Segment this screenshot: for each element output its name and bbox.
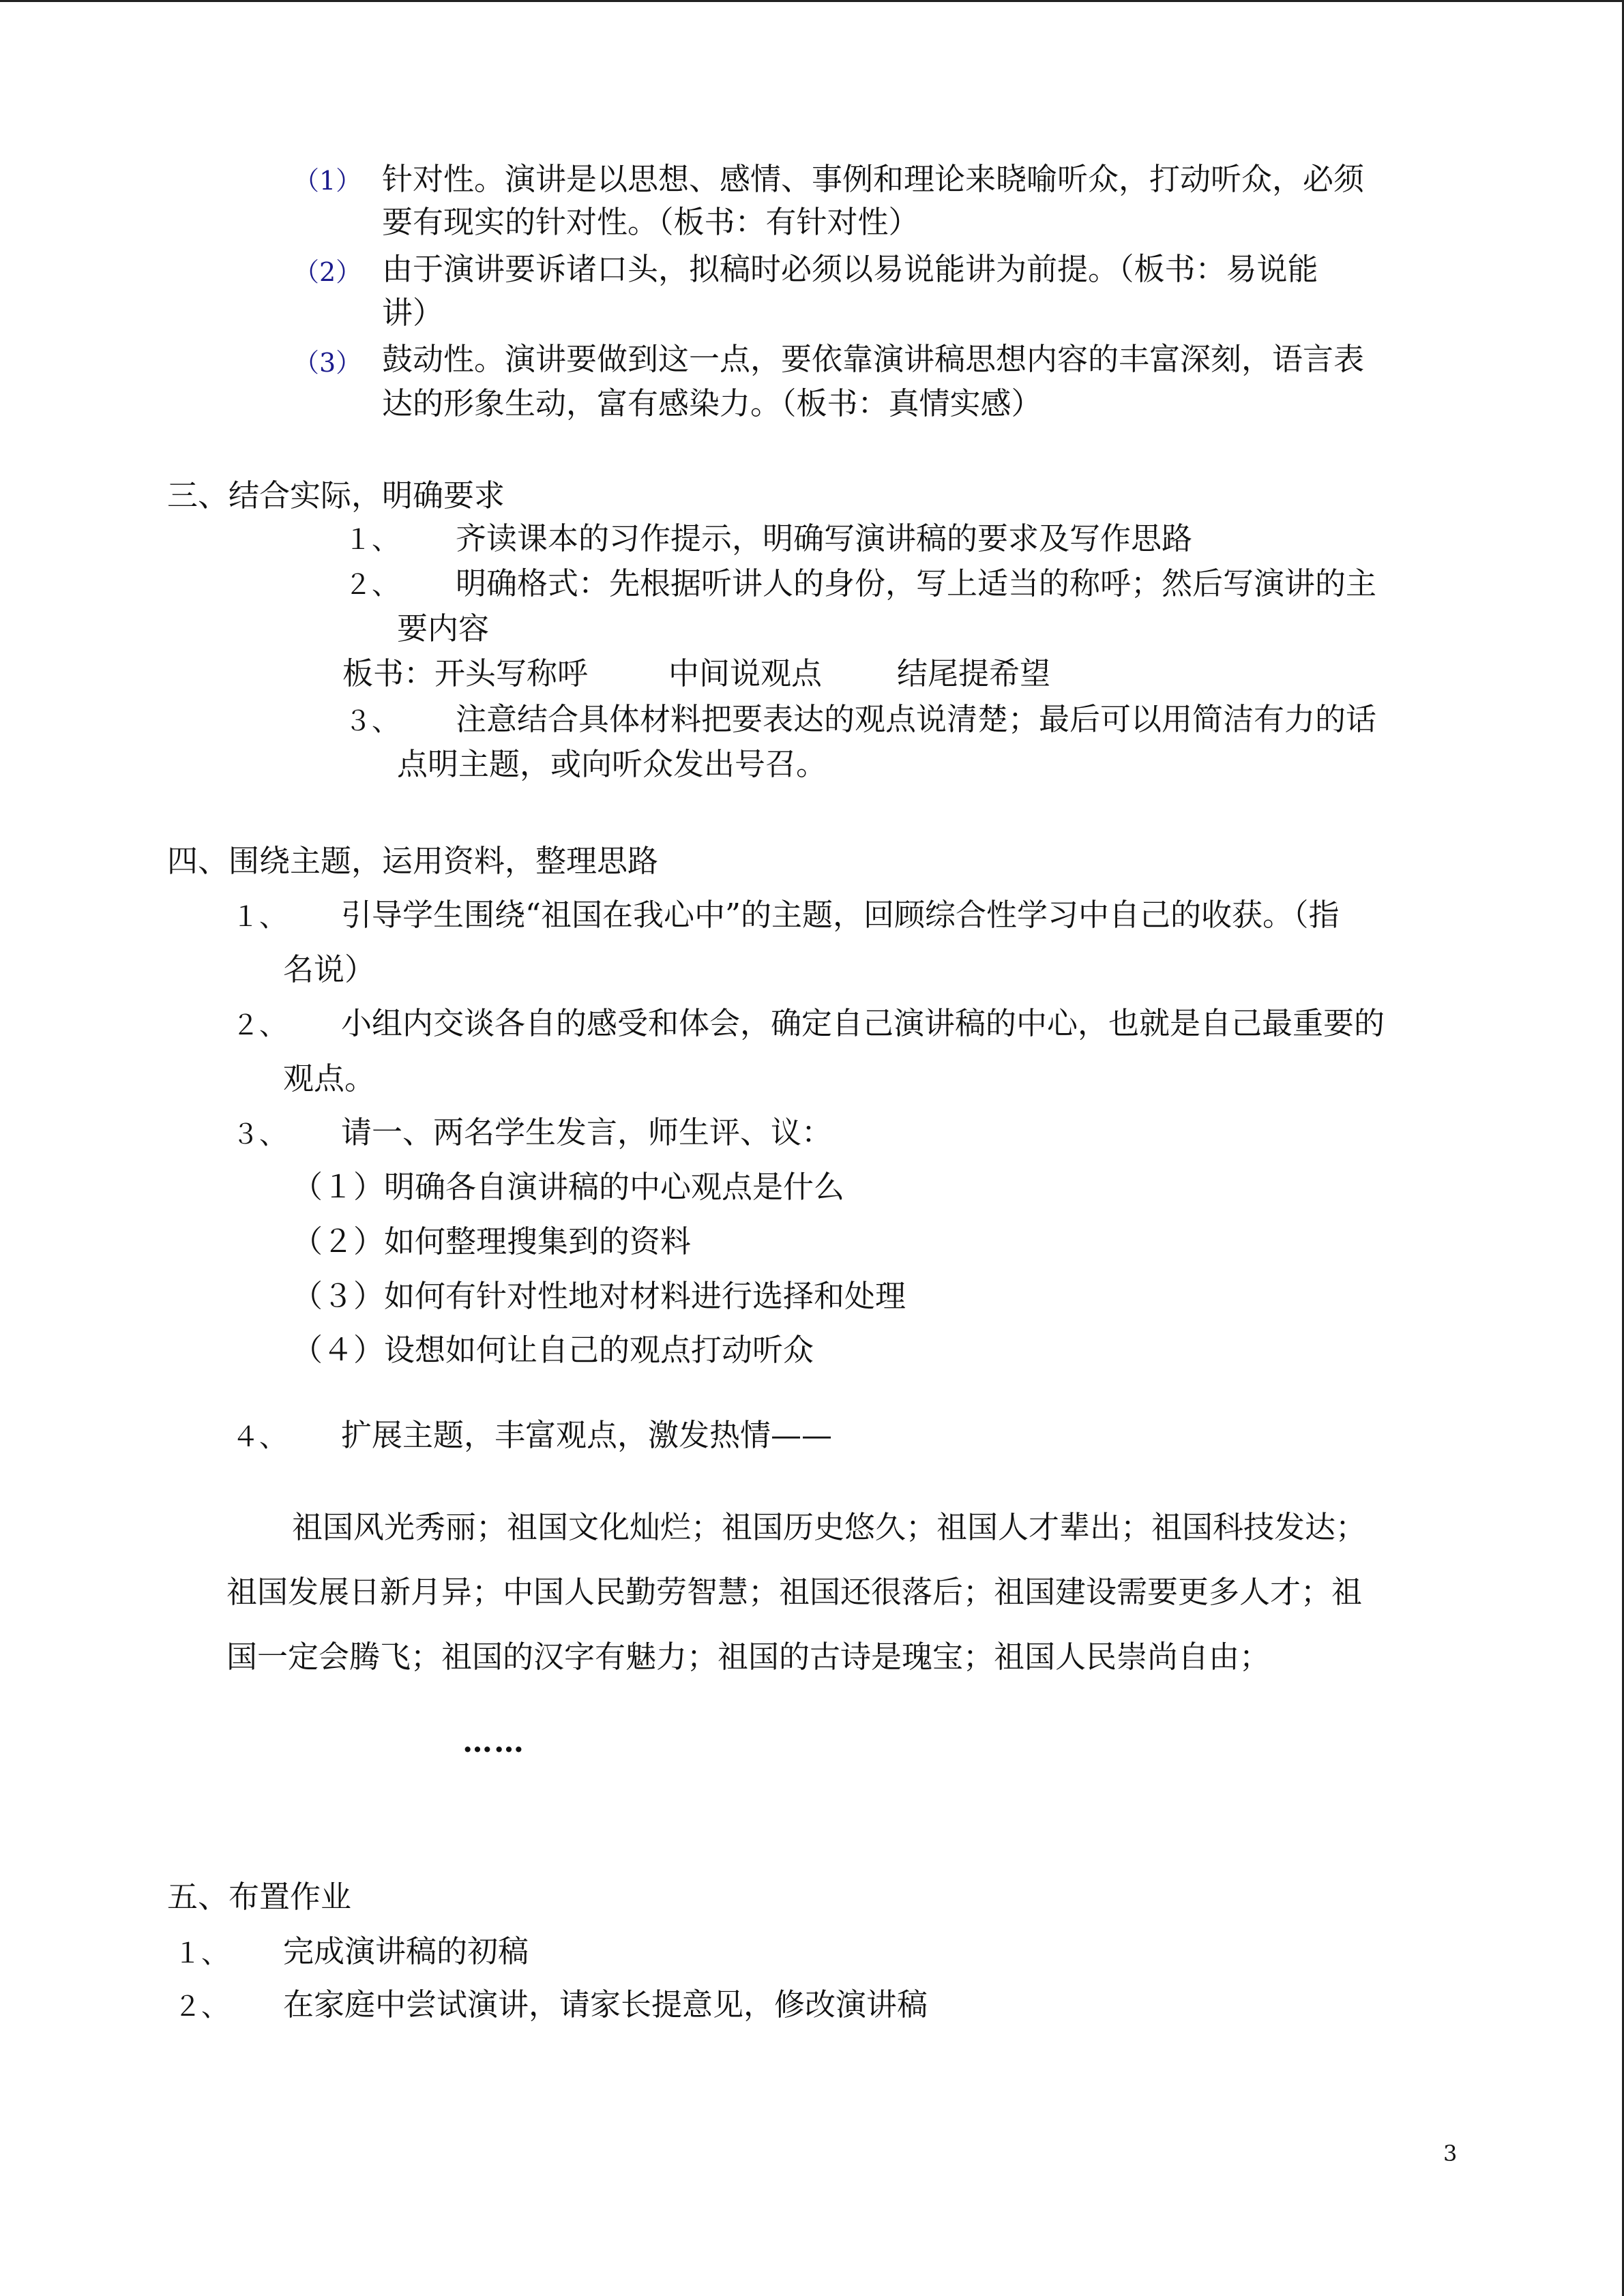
list-item-text-continued: 观点。 — [283, 1060, 376, 1097]
list-item-text: 在家庭中尝试演讲，请家长提意见，修改演讲稿 — [283, 1986, 928, 2023]
item-number: （1） — [293, 166, 362, 196]
sub-item: （４）设想如何让自己的观点打动听众 — [292, 1332, 814, 1368]
list-number: １、 — [174, 1938, 228, 1969]
item-text-continued: 讲） — [382, 295, 444, 331]
section-heading: 四、围绕主题，运用资料，整理思路 — [167, 843, 659, 879]
item-number: （2） — [293, 257, 362, 287]
section-heading: 五、布置作业 — [167, 1879, 352, 1915]
paragraph-line: 祖国风光秀丽；祖国文化灿烂；祖国历史悠久；祖国人才辈出；祖国科技发达； — [292, 1509, 1367, 1545]
list-item-text: 完成演讲稿的初稿 — [283, 1933, 529, 1969]
list-number: ３、 — [232, 1119, 286, 1150]
list-number: ２、 — [174, 1991, 228, 2023]
paragraph-line: 祖国发展日新月异；中国人民勤劳智慧；祖国还很落后；祖国建设需要更多人才；祖 — [226, 1574, 1363, 1610]
list-item-text-continued: 要内容 — [397, 610, 490, 646]
item-text: 针对性。演讲是以思想、感情、事例和理论来晓喻听众，打动听众，必须 — [382, 161, 1365, 197]
list-item-text: 引导学生围绕“祖国在我心中”的主题，回顾综合性学习中自己的收获。（指 — [341, 897, 1340, 933]
list-item-text-continued: 点明主题，或向听众发出号召。 — [397, 746, 827, 782]
item-text: 由于演讲要诉诸口头，拟稿时必须以易说能讲为前提。（板书：易说能 — [382, 251, 1318, 287]
board-note-start: 板书：开头写称呼 — [342, 655, 589, 691]
list-number: １、 — [344, 524, 399, 556]
sub-item: （２）如何整理搜集到的资料 — [292, 1223, 692, 1259]
list-item-text: 明确格式：先根据听讲人的身份，写上适当的称呼；然后写演讲的主 — [456, 565, 1377, 601]
list-item-text: 齐读课本的习作提示，明确写演讲稿的要求及写作思路 — [456, 520, 1193, 556]
item-text-continued: 要有现实的针对性。（板书：有针对性） — [382, 204, 919, 240]
page-number: 3 — [1443, 2141, 1458, 2166]
sub-item: （１）明确各自演讲稿的中心观点是什么 — [292, 1169, 845, 1205]
board-note-end: 结尾提希望 — [897, 655, 1051, 691]
list-number: １、 — [232, 901, 286, 933]
list-number: ３、 — [344, 706, 399, 737]
list-item-text: 小组内交谈各自的感受和体会，确定自己演讲稿的中心，也就是自己最重要的 — [341, 1005, 1385, 1041]
list-number: ２、 — [232, 1010, 286, 1041]
item-text-continued: 达的形象生动，富有感染力。（板书：真情实感） — [382, 385, 1042, 421]
paragraph-line: 国一定会腾飞；祖国的汉字有魅力；祖国的古诗是瑰宝；祖国人民崇尚自由； — [226, 1639, 1271, 1675]
list-item-text-continued: 名说） — [283, 951, 376, 987]
list-number: ２、 — [344, 569, 399, 601]
item-text: 鼓动性。演讲要做到这一点，要依靠演讲稿思想内容的丰富深刻，语言表 — [382, 341, 1365, 377]
section-heading: 三、结合实际，明确要求 — [167, 477, 505, 513]
list-number: ４、 — [232, 1422, 286, 1453]
board-note-middle: 中间说观点 — [668, 655, 823, 691]
item-number: （3） — [293, 348, 362, 378]
list-item-text: 注意结合具体材料把要表达的观点说清楚；最后可以用简洁有力的话 — [456, 701, 1377, 737]
list-item-text: 扩展主题，丰富观点，激发热情—— — [341, 1417, 833, 1453]
ellipsis: …… — [462, 1725, 525, 1759]
sub-item: （３）如何有针对性地对材料进行选择和处理 — [292, 1278, 906, 1314]
list-item-text: 请一、两名学生发言，师生评、议： — [341, 1114, 833, 1150]
